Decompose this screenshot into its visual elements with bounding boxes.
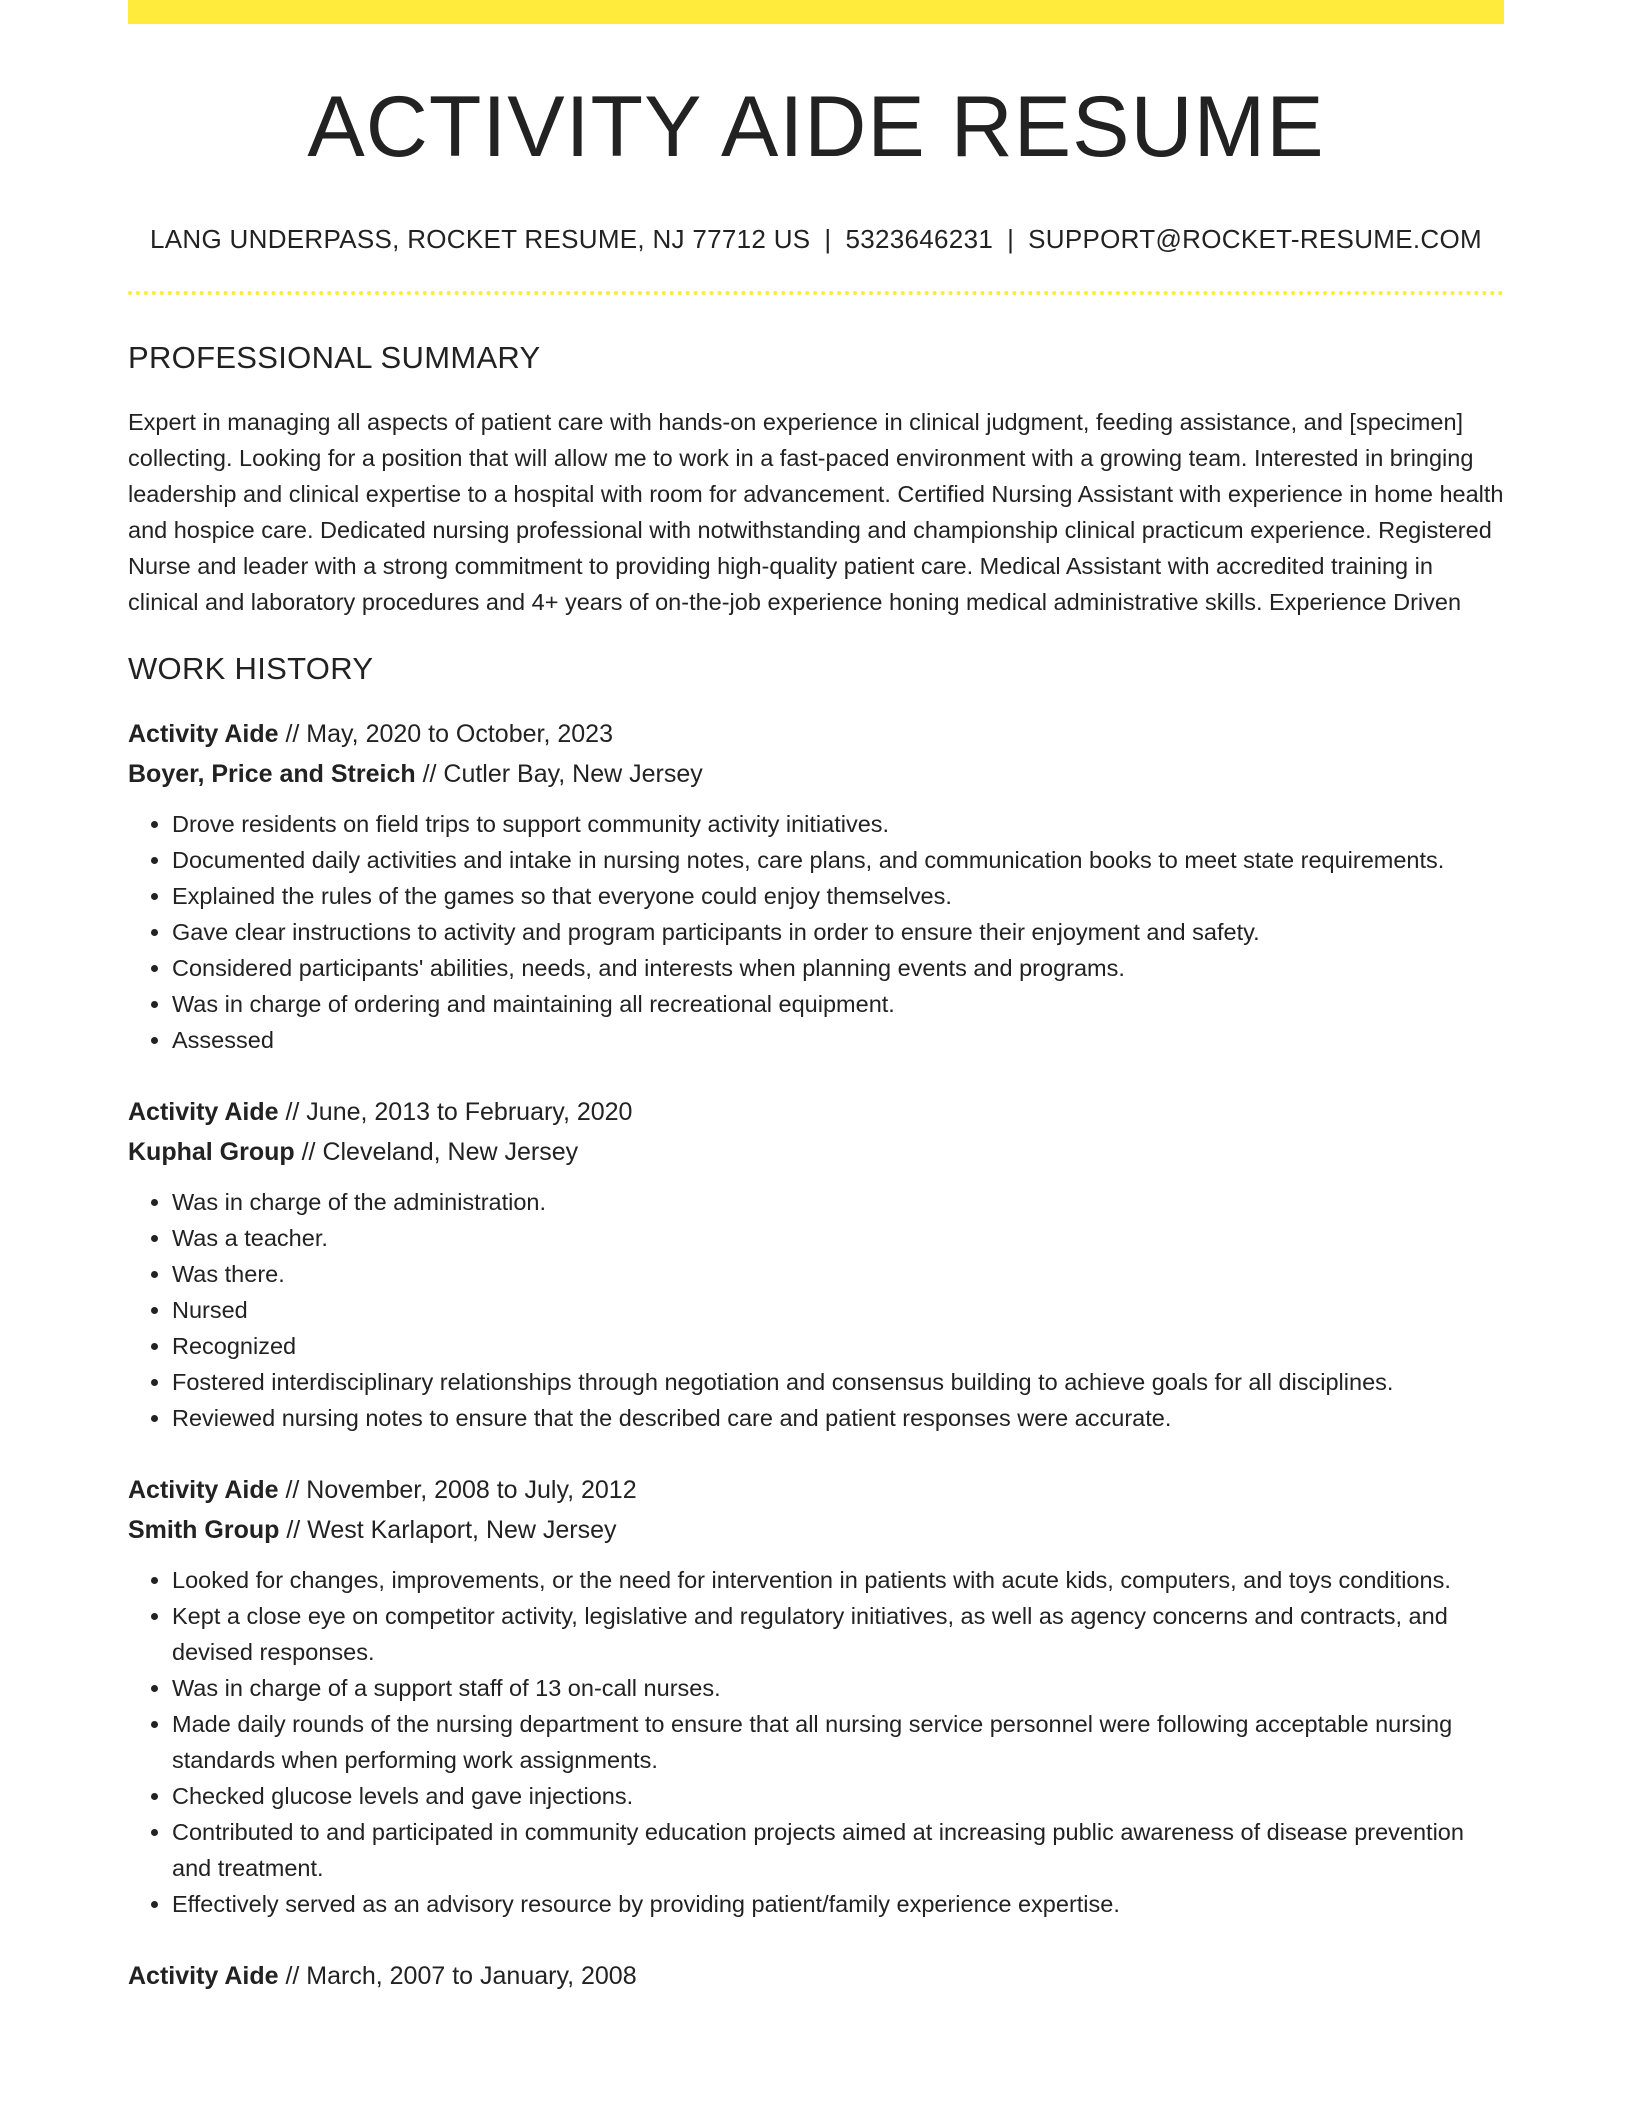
list-item: • Recognized — [172, 1328, 1504, 1364]
list-item: • Reviewed nursing notes to ensure that the described care and patient responses were accurate. — [172, 1400, 1504, 1436]
contact-phone: 5323646231 — [845, 224, 994, 254]
list-item: • Was a teacher. — [172, 1220, 1504, 1256]
list-item: • Looked for changes, improvements, or the need for intervention in patients with acute kids, computers, and toys conditions. — [172, 1562, 1504, 1598]
job-title-line — [128, 1470, 1504, 1510]
list-item: • Fostered interdisciplinary relationships through negotiation and consensus building to achieve goals for all disciplines. — [172, 1364, 1504, 1400]
contact-line — [128, 224, 1504, 255]
job-title: Activity Aide — [128, 1475, 279, 1504]
resume-page — [128, 0, 1504, 1996]
list-item: • Nursed — [172, 1292, 1504, 1328]
job-company-line — [128, 1510, 1504, 1550]
list-item: • Assessed — [172, 1022, 1504, 1058]
list-item: • Documented daily activities and intake in nursing notes, care plans, and communication books to meet state requirements. — [172, 842, 1504, 878]
summary-text: Expert in managing all aspects of patient care with hands-on experience in clinical judgment, feeding assistance, and [specimen] collecting. Looking for a position that will allow me to work in a fast-paced environment with a growing team. Interested in bringing leadership and clinical expertise to a hospital with room for advancement. Certified Nursing Assistant with experience in home health and hospice care. Dedicated nursing professional with notwithstanding and championship clinical practicum experience. Registered Nurse and leader with a strong commitment to providing high-quality patient care. Medical Assistant with accredited training in clinical and laboratory procedures and 4+ years of on-the-job experience honing medical administrative skills. Experience Driven — [128, 409, 1504, 616]
job-location: // West Karlaport, New Jersey — [279, 1515, 617, 1544]
job-entry — [128, 1092, 1504, 1436]
job-title: Activity Aide — [128, 719, 279, 748]
job-entry — [128, 1956, 1504, 1996]
summary-heading: PROFESSIONAL SUMMARY — [128, 340, 541, 376]
job-dates: // June, 2013 to February, 2020 — [278, 1097, 633, 1126]
job-company-line — [128, 754, 1504, 794]
list-item: • Explained the rules of the games so that everyone could enjoy themselves. — [172, 878, 1504, 914]
job-entry — [128, 714, 1504, 1058]
list-item: • Was in charge of a support staff of 13 on-call nurses. — [172, 1670, 1504, 1706]
list-item: • Gave clear instructions to activity and program participants in order to ensure their enjoyment and safety. — [172, 914, 1504, 950]
contact-email: SUPPORT@ROCKET-RESUME.COM — [1028, 224, 1482, 254]
job-location: // Cleveland, New Jersey — [294, 1137, 579, 1166]
job-title: Activity Aide — [128, 1097, 279, 1126]
contact-separator: | — [1007, 224, 1015, 254]
list-item: • Kept a close eye on competitor activity, legislative and regulatory initiatives, as well as agency concerns and contracts, and devised responses. — [172, 1598, 1504, 1670]
job-location: // Cutler Bay, New Jersey — [415, 759, 703, 788]
job-company: Smith Group — [128, 1515, 280, 1544]
list-item: • Effectively served as an advisory resource by providing patient/family experience expertise. — [172, 1886, 1504, 1922]
job-title-line — [128, 1092, 1504, 1132]
job-dates: // March, 2007 to January, 2008 — [278, 1961, 637, 1990]
list-item: • Made daily rounds of the nursing department to ensure that all nursing service personnel were following acceptable nursing standards when performing work assignments. — [172, 1706, 1504, 1778]
job-company: Kuphal Group — [128, 1137, 295, 1166]
list-item: • Checked glucose levels and gave injections. — [172, 1778, 1504, 1814]
list-item: • Was in charge of ordering and maintaining all recreational equipment. — [172, 986, 1504, 1022]
contact-separator: | — [824, 224, 832, 254]
list-item: • Contributed to and participated in community education projects aimed at increasing public awareness of disease prevention and treatment. — [172, 1814, 1504, 1886]
job-dates: // May, 2020 to October, 2023 — [278, 719, 613, 748]
work-history-heading: WORK HISTORY — [128, 651, 374, 687]
job-entry — [128, 1470, 1504, 1922]
job-bullets — [128, 1562, 1504, 1922]
list-item: • Drove residents on field trips to support community activity initiatives. — [172, 806, 1504, 842]
job-title-line — [128, 1956, 1504, 1996]
job-bullets — [128, 1184, 1504, 1436]
top-accent-bar — [128, 0, 1504, 24]
dotted-divider — [128, 291, 1504, 295]
job-title: Activity Aide — [128, 1961, 279, 1990]
job-company: Boyer, Price and Streich — [128, 759, 416, 788]
resume-title: ACTIVITY AIDE RESUME — [307, 79, 1325, 175]
list-item: • Was in charge of the administration. — [172, 1184, 1504, 1220]
job-dates: // November, 2008 to July, 2012 — [278, 1475, 637, 1504]
job-title-line — [128, 714, 1504, 754]
job-bullets — [128, 806, 1504, 1058]
job-company-line — [128, 1132, 1504, 1172]
list-item: • Considered participants' abilities, needs, and interests when planning events and programs. — [172, 950, 1504, 986]
contact-address: LANG UNDERPASS, ROCKET RESUME, NJ 77712 US — [150, 224, 811, 254]
list-item: • Was there. — [172, 1256, 1504, 1292]
